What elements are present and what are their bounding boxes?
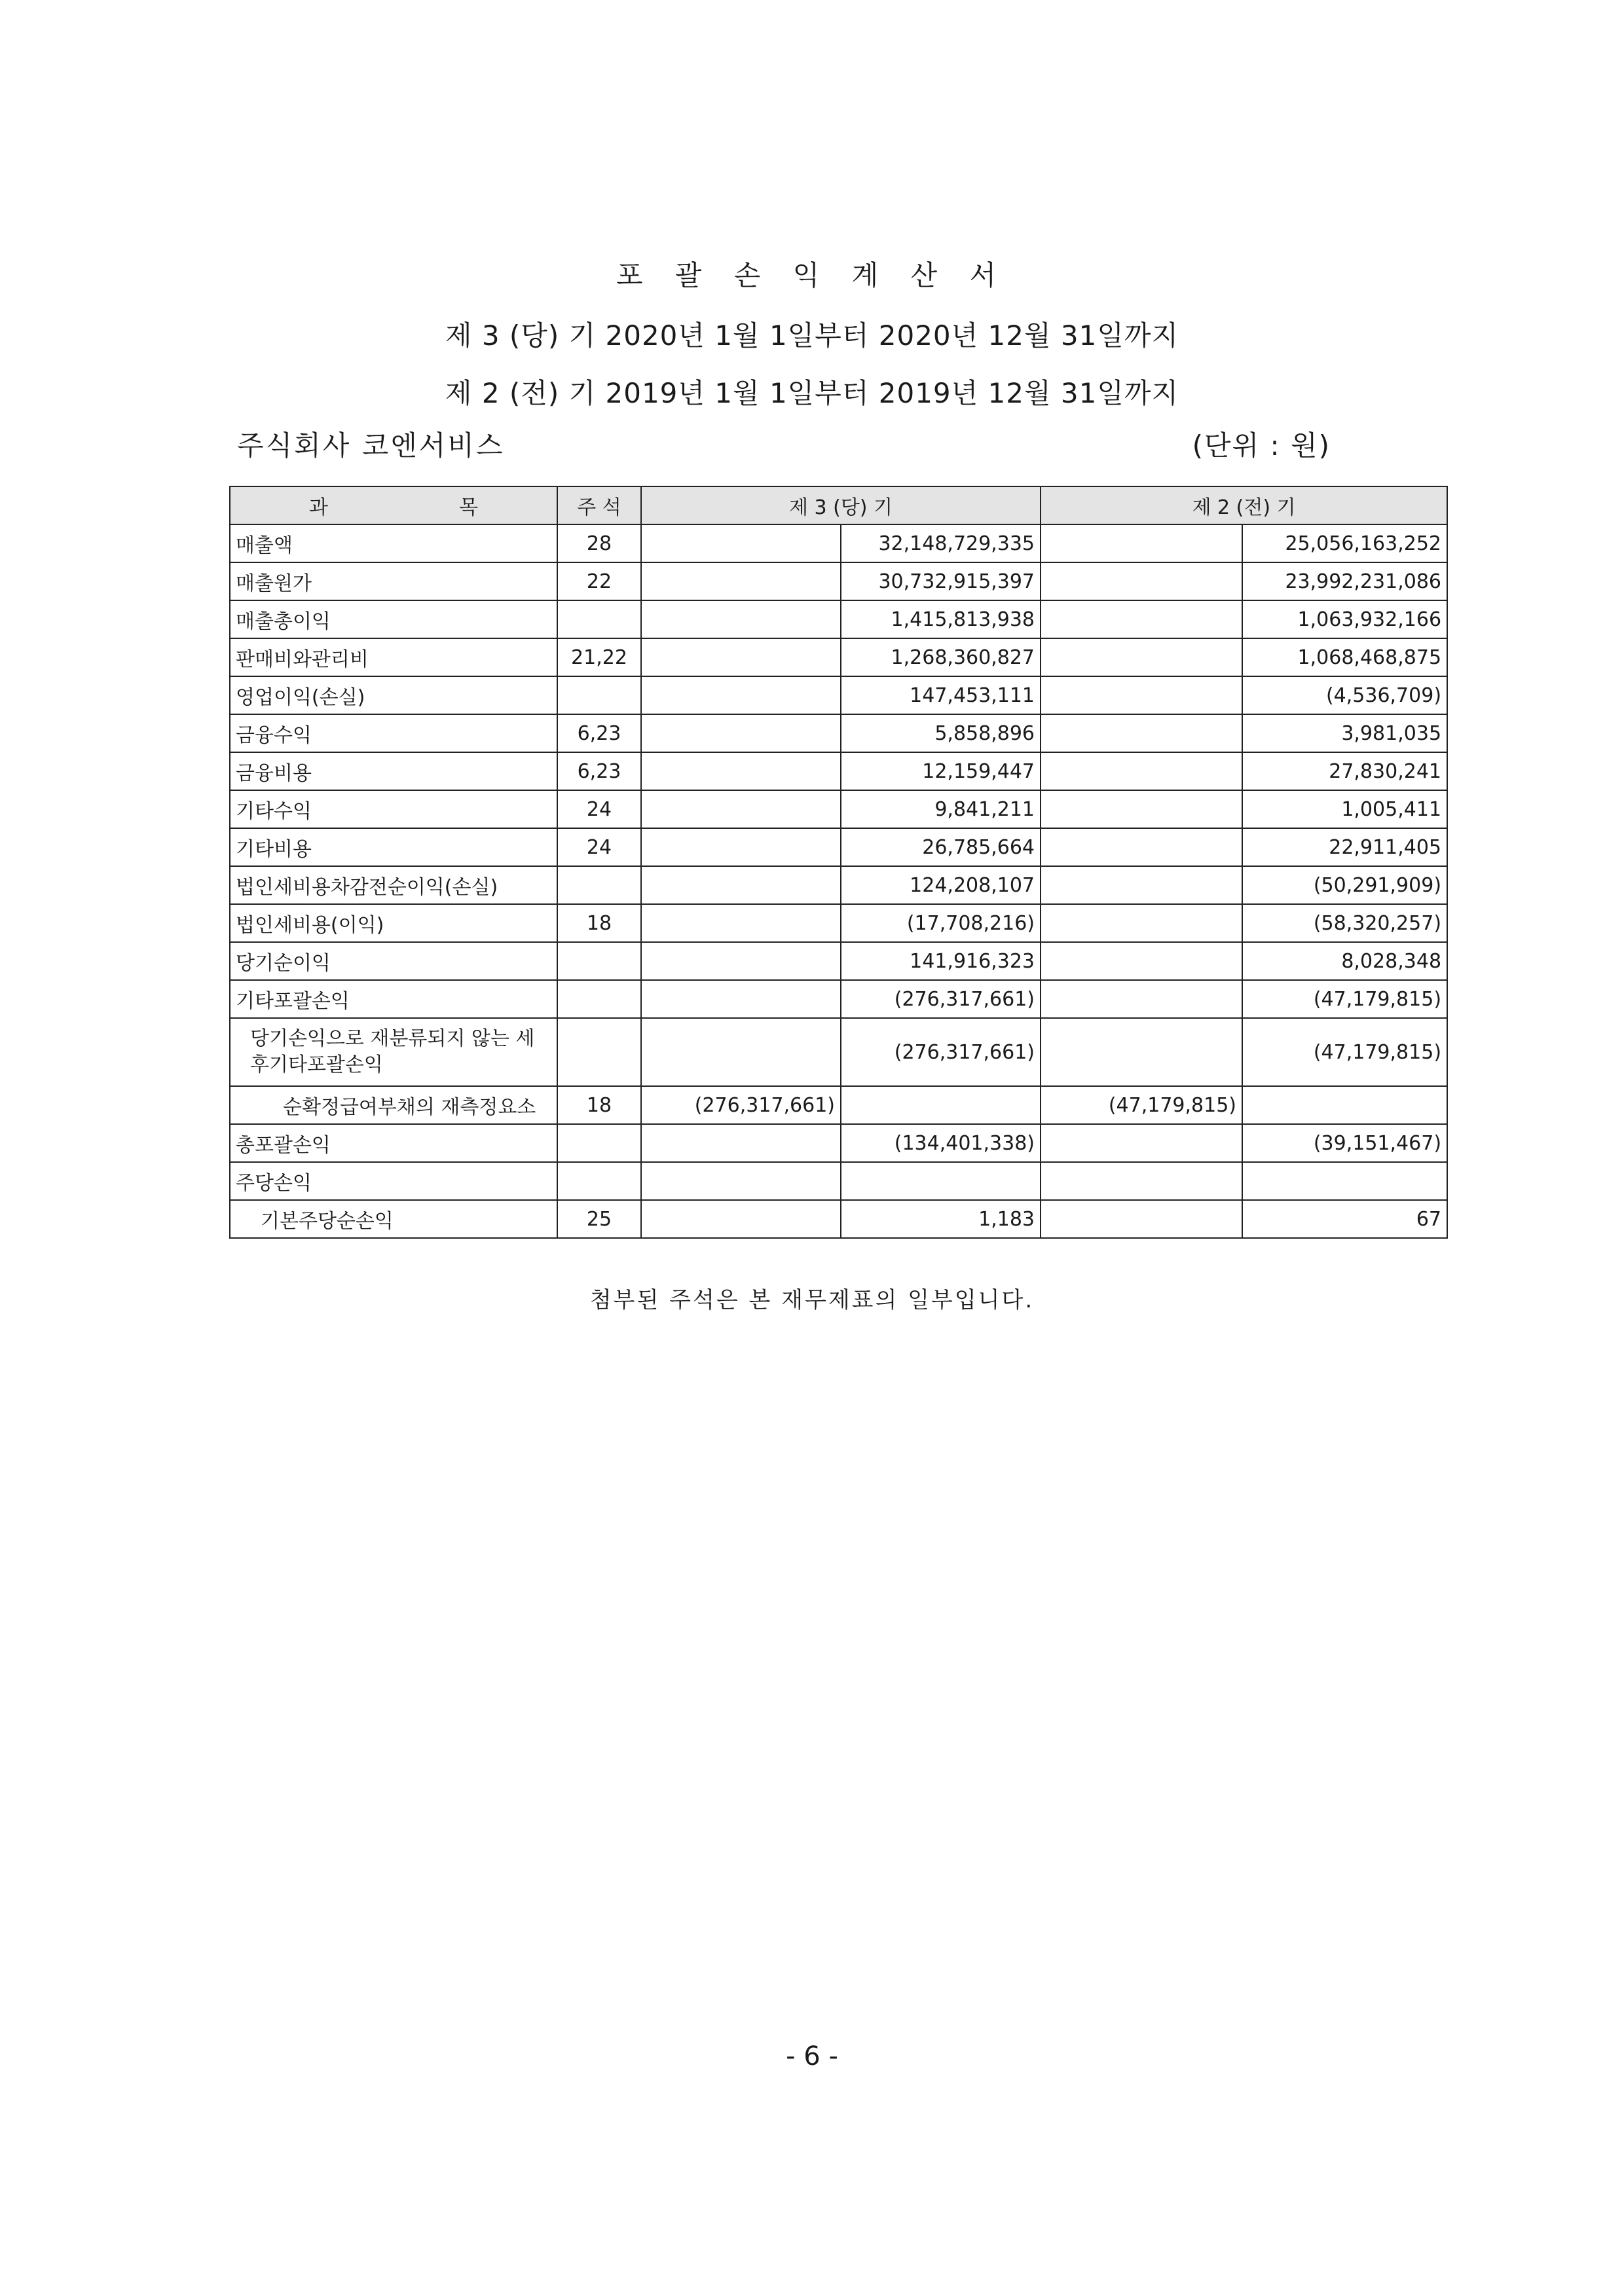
table-row <box>230 600 1447 638</box>
row-label: 영업이익(손실) <box>230 676 557 714</box>
row-current-sub <box>641 942 841 980</box>
row-note: 18 <box>557 1086 641 1124</box>
row-current-total: (276,317,661) <box>841 980 1041 1018</box>
row-note: 18 <box>557 904 641 942</box>
row-note <box>557 980 641 1018</box>
row-current-total <box>841 1086 1041 1124</box>
row-prior-sub <box>1041 866 1242 904</box>
row-note: 6,23 <box>557 752 641 790</box>
table-row <box>230 752 1447 790</box>
row-current-total: 124,208,107 <box>841 866 1041 904</box>
row-current-sub <box>641 638 841 676</box>
row-current-total: 9,841,211 <box>841 790 1041 828</box>
current-period: 제 3 (당) 기 2020년 1월 1일부터 2020년 12월 31일까지 <box>445 319 1179 352</box>
row-label: 법인세비용(이익) <box>230 904 557 942</box>
row-prior-total: 22,911,405 <box>1242 828 1447 866</box>
currency-unit: (단위 : 원) <box>1192 429 1331 462</box>
row-prior-total: 1,068,468,875 <box>1242 638 1447 676</box>
row-prior-sub <box>1041 638 1242 676</box>
row-label: 판매비와관리비 <box>230 638 557 676</box>
row-prior-total <box>1242 1162 1447 1200</box>
row-current-sub <box>641 1162 841 1200</box>
table-row <box>230 866 1447 904</box>
row-prior-total: 25,056,163,252 <box>1242 524 1447 562</box>
row-label: 매출총이익 <box>230 600 557 638</box>
row-prior-sub <box>1041 752 1242 790</box>
prior-period: 제 2 (전) 기 2019년 1월 1일부터 2019년 12월 31일까지 <box>445 377 1179 409</box>
row-note <box>557 676 641 714</box>
row-prior-total: 27,830,241 <box>1242 752 1447 790</box>
table-row <box>230 524 1447 562</box>
row-prior-sub <box>1041 714 1242 752</box>
row-note <box>557 1162 641 1200</box>
row-prior-total: (47,179,815) <box>1242 1018 1447 1086</box>
table-row <box>230 1200 1447 1238</box>
row-current-sub <box>641 524 841 562</box>
row-note: 21,22 <box>557 638 641 676</box>
row-current-sub <box>641 1018 841 1086</box>
table-row <box>230 1162 1447 1200</box>
row-current-sub <box>641 676 841 714</box>
row-note: 25 <box>557 1200 641 1238</box>
row-label: 순확정급여부채의 재측정요소 <box>230 1086 557 1124</box>
row-current-sub <box>641 1124 841 1162</box>
row-label: 기타포괄손익 <box>230 980 557 1018</box>
row-prior-sub <box>1041 1200 1242 1238</box>
row-current-total: 5,858,896 <box>841 714 1041 752</box>
row-current-total: 1,415,813,938 <box>841 600 1041 638</box>
row-note <box>557 942 641 980</box>
row-current-total: 147,453,111 <box>841 676 1041 714</box>
row-label: 총포괄손익 <box>230 1124 557 1162</box>
row-prior-sub: (47,179,815) <box>1041 1086 1242 1124</box>
row-current-total: 32,148,729,335 <box>841 524 1041 562</box>
row-note <box>557 1124 641 1162</box>
table-row <box>230 1124 1447 1162</box>
row-label: 매출액 <box>230 524 557 562</box>
row-prior-total: (50,291,909) <box>1242 866 1447 904</box>
row-prior-total: 23,992,231,086 <box>1242 562 1447 600</box>
row-prior-sub <box>1041 562 1242 600</box>
row-prior-sub <box>1041 1124 1242 1162</box>
table-row <box>230 638 1447 676</box>
row-current-sub <box>641 904 841 942</box>
row-note: 28 <box>557 524 641 562</box>
row-current-total: (134,401,338) <box>841 1124 1041 1162</box>
row-prior-total: (4,536,709) <box>1242 676 1447 714</box>
row-prior-total: (39,151,467) <box>1242 1124 1447 1162</box>
company-name: 주식회사 코엔서비스 <box>237 429 505 462</box>
row-current-total <box>841 1162 1041 1200</box>
table-row <box>230 904 1447 942</box>
header-note: 주 석 <box>557 486 641 524</box>
table-row <box>230 1018 1447 1086</box>
row-prior-total: 8,028,348 <box>1242 942 1447 980</box>
income-statement-table <box>229 486 1448 1239</box>
row-current-sub <box>641 714 841 752</box>
table-header-row <box>230 486 1447 524</box>
table-row <box>230 1086 1447 1124</box>
row-prior-total <box>1242 1086 1447 1124</box>
header-account: 과 목 <box>230 486 557 524</box>
row-current-sub <box>641 562 841 600</box>
row-current-total: (276,317,661) <box>841 1018 1041 1086</box>
row-prior-sub <box>1041 790 1242 828</box>
row-current-total: (17,708,216) <box>841 904 1041 942</box>
row-current-sub <box>641 980 841 1018</box>
row-prior-total: 1,005,411 <box>1242 790 1447 828</box>
row-prior-sub <box>1041 828 1242 866</box>
row-label: 기타수익 <box>230 790 557 828</box>
row-note <box>557 600 641 638</box>
row-current-total: 141,916,323 <box>841 942 1041 980</box>
footnote: 첨부된 주석은 본 재무제표의 일부입니다. <box>589 1287 1035 1313</box>
row-current-total: 1,268,360,827 <box>841 638 1041 676</box>
row-current-sub <box>641 866 841 904</box>
row-prior-total: 1,063,932,166 <box>1242 600 1447 638</box>
row-current-sub <box>641 828 841 866</box>
row-prior-sub <box>1041 676 1242 714</box>
row-label: 금융수익 <box>230 714 557 752</box>
page-number: - 6 - <box>786 2041 838 2071</box>
row-label: 법인세비용차감전순이익(손실) <box>230 866 557 904</box>
table-row <box>230 790 1447 828</box>
table-row <box>230 828 1447 866</box>
table-row <box>230 714 1447 752</box>
row-current-total: 1,183 <box>841 1200 1041 1238</box>
header-prior-period: 제 2 (전) 기 <box>1041 486 1447 524</box>
row-prior-total: 3,981,035 <box>1242 714 1447 752</box>
row-prior-sub <box>1041 1018 1242 1086</box>
row-current-sub: (276,317,661) <box>641 1086 841 1124</box>
document-title: 포 괄 손 익 계 산 서 <box>616 259 1008 291</box>
table-row <box>230 676 1447 714</box>
row-note: 6,23 <box>557 714 641 752</box>
row-prior-sub <box>1041 1162 1242 1200</box>
table-row <box>230 562 1447 600</box>
row-note: 24 <box>557 790 641 828</box>
header-current-period: 제 3 (당) 기 <box>641 486 1041 524</box>
row-prior-sub <box>1041 904 1242 942</box>
row-prior-total: 67 <box>1242 1200 1447 1238</box>
row-prior-total: (47,179,815) <box>1242 980 1447 1018</box>
table-row <box>230 942 1447 980</box>
row-label: 기본주당순손익 <box>230 1200 557 1238</box>
row-current-sub <box>641 752 841 790</box>
row-current-total: 26,785,664 <box>841 828 1041 866</box>
row-note: 22 <box>557 562 641 600</box>
row-label: 금융비용 <box>230 752 557 790</box>
table-row <box>230 980 1447 1018</box>
row-label: 당기순이익 <box>230 942 557 980</box>
row-label: 매출원가 <box>230 562 557 600</box>
row-prior-sub <box>1041 600 1242 638</box>
row-current-sub <box>641 1200 841 1238</box>
row-label: 주당손익 <box>230 1162 557 1200</box>
row-prior-sub <box>1041 524 1242 562</box>
row-note <box>557 1018 641 1086</box>
row-note <box>557 866 641 904</box>
row-current-sub <box>641 790 841 828</box>
row-prior-sub <box>1041 942 1242 980</box>
row-label: 당기손익으로 재분류되지 않는 세후기타포괄손익 <box>230 1018 557 1086</box>
row-label: 기타비용 <box>230 828 557 866</box>
row-prior-sub <box>1041 980 1242 1018</box>
row-current-total: 30,732,915,397 <box>841 562 1041 600</box>
row-note: 24 <box>557 828 641 866</box>
row-current-sub <box>641 600 841 638</box>
row-current-total: 12,159,447 <box>841 752 1041 790</box>
row-prior-total: (58,320,257) <box>1242 904 1447 942</box>
